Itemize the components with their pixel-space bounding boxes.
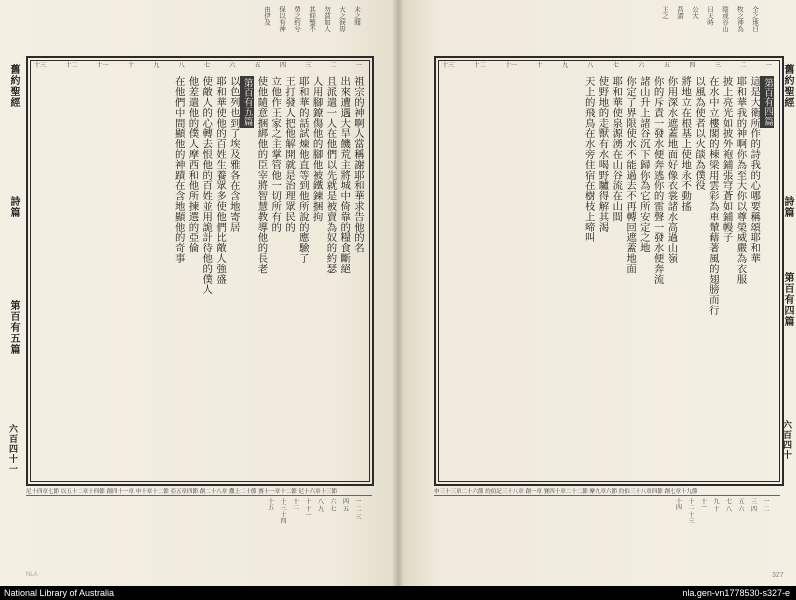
book-gutter bbox=[392, 0, 404, 586]
verse-number: 四 bbox=[689, 62, 696, 69]
ref-column: 八 九 bbox=[316, 498, 324, 512]
text-column: 披上亮光如披外袍鋪張穹蒼如鋪幔子 bbox=[720, 76, 733, 243]
verse-number: 九 bbox=[561, 62, 568, 69]
verse-number: 八 bbox=[178, 62, 185, 69]
cross-reference-line: 申三十三章二十六節 約伯記三十八章 創一章 賽四十章二十二節 摩九章六節 約伯三十八章四節 創七章十九節 bbox=[434, 487, 780, 496]
cross-references bbox=[448, 498, 768, 568]
verse-number: 七 bbox=[612, 62, 619, 69]
ref-column: 九 十 bbox=[712, 498, 719, 512]
text-column: 且派遣一人在他們以先就是被賣為奴的約瑟 bbox=[324, 76, 337, 274]
heading-slot bbox=[760, 76, 774, 474]
text-column: 使他隨意捆綁他的臣宰將智慧教導他的長老 bbox=[255, 76, 268, 274]
verse-number: 十 bbox=[127, 62, 134, 69]
item-identifier: nla.gen-vn1778530-s327-e bbox=[682, 588, 790, 598]
verse-number: 十二 bbox=[65, 62, 78, 69]
ref-column: 十 十一 bbox=[304, 498, 311, 518]
right-top-notes bbox=[458, 6, 758, 52]
text-column: 耶和華我的神啊你為至大你以尊榮威嚴為衣服 bbox=[734, 76, 747, 284]
text-column: 諸山升上諸谷沉下歸你為它所安定之地 bbox=[637, 76, 650, 253]
verse-number: 十二 bbox=[473, 62, 486, 69]
ref-column: 十二 bbox=[291, 498, 299, 510]
text-column: 出來遭遇大旱饑荒主將城中倚靠的糧食斷絕 bbox=[338, 76, 351, 274]
text-column: 你的斥責一發水便奔逃你的雷聲一發水便奔流 bbox=[651, 76, 664, 284]
running-head-chapter: 詩篇 bbox=[782, 196, 793, 218]
text-column: 使敵人的心轉去恨他的百姓並用詭計待他的僕人 bbox=[200, 76, 213, 295]
top-note: 日天時 bbox=[706, 6, 714, 26]
top-note: 陰或谷山 bbox=[721, 6, 729, 32]
verse-number: 五 bbox=[663, 62, 670, 69]
text-column: 使野地的走獸有水喝野驢得解其渴 bbox=[596, 76, 609, 232]
ref-column: 十一 bbox=[699, 498, 707, 510]
ref-column: 一 二 bbox=[762, 498, 769, 512]
text-column: 耶和華使泉源湧在山谷流在山間 bbox=[610, 76, 623, 222]
psalm-heading: 第百有四篇 bbox=[762, 78, 773, 126]
text-columns bbox=[32, 76, 364, 474]
text-column: 耶和華的話試煉他直等到他所說的應驗了 bbox=[296, 76, 309, 264]
text-column: 人用腳鐐傷他的腳他被鐵鍊捆拘 bbox=[310, 76, 323, 222]
library-stamp: NLA bbox=[26, 572, 38, 578]
top-note: 勞之約兮 bbox=[293, 6, 301, 32]
text-column: 在他們中間顯他的神蹟在含地顯他的奇事 bbox=[172, 76, 185, 264]
text-column: 耶和華使他的百姓生養眾多使他們比敵人強盛 bbox=[214, 76, 227, 284]
cross-references bbox=[40, 498, 360, 568]
top-note: 牧之神為 bbox=[736, 6, 744, 32]
verse-number: 七 bbox=[203, 62, 210, 69]
left-top-notes bbox=[60, 6, 360, 52]
text-column: 以風為使者以火燄為僕役 bbox=[693, 76, 706, 191]
cross-reference-line: 尼十四章七節 以五十二章十四節 創四十一章 申十章十二節 亞五章四節 創二十八章 撒上二十節 賽十一章十二節 尼十六章十三節 bbox=[26, 487, 372, 496]
text-column: 他差遣他的僕人摩西和他所揀選的亞倫 bbox=[186, 76, 199, 253]
verse-number: 十三 bbox=[442, 62, 455, 69]
running-head-chapter: 詩篇 bbox=[8, 196, 19, 218]
text-column: 立他作王家之主掌管他一切所有的 bbox=[269, 76, 282, 232]
text-column: 天上的飛鳥在水旁住宿在樹枝上啼叫 bbox=[582, 76, 595, 243]
ref-column: 十三 十四 bbox=[279, 498, 286, 524]
top-note: 吾謂 bbox=[676, 6, 684, 19]
top-note: 未之聞 bbox=[353, 6, 361, 26]
top-note: 勿貧如人 bbox=[323, 6, 331, 32]
ref-column: 三 四 bbox=[749, 498, 757, 512]
verse-number: 十 bbox=[536, 62, 543, 69]
ref-column: 四 五 bbox=[341, 498, 349, 512]
verse-number: 二 bbox=[740, 62, 747, 69]
verse-number: 三 bbox=[714, 62, 721, 69]
top-note: 保以有神 bbox=[278, 6, 286, 32]
text-columns bbox=[440, 76, 774, 474]
top-note: 公大 bbox=[691, 6, 699, 19]
verse-number: 九 bbox=[153, 62, 160, 69]
page-number: 六百四十 bbox=[781, 420, 791, 460]
verse-number: 一 bbox=[355, 62, 362, 69]
verse-number: 三 bbox=[305, 62, 312, 69]
library-credit: National Library of Australia bbox=[4, 588, 115, 598]
verse-number: 十三 bbox=[34, 62, 47, 69]
ref-column: 一 二 三 bbox=[354, 498, 361, 520]
verse-number: 十一 bbox=[504, 62, 517, 69]
ref-column: 十二 十三 bbox=[687, 498, 694, 524]
ref-column: 十四 bbox=[674, 498, 682, 510]
text-column: 王打發人把他解開就是治理眾民的 bbox=[283, 76, 296, 232]
ref-column: 六 七 bbox=[329, 498, 336, 512]
text-column: 將地立在根基上使地永不動搖 bbox=[679, 76, 692, 212]
psalm-heading: 第百有五篇 bbox=[241, 78, 253, 126]
ref-column: 五 六 bbox=[737, 498, 744, 512]
verse-number: 六 bbox=[638, 62, 645, 69]
verse-number: 四 bbox=[279, 62, 286, 69]
heading-slot bbox=[240, 76, 254, 474]
text-column: 你定了界限使水不能過去不再轉回遮蓋地面 bbox=[624, 76, 637, 274]
verse-number: 八 bbox=[587, 62, 594, 69]
verse-number: 六 bbox=[229, 62, 236, 69]
top-note: 全之地日 bbox=[751, 6, 759, 32]
verse-number: 五 bbox=[254, 62, 261, 69]
ref-column: 十五 bbox=[266, 498, 274, 510]
top-note: 其仰鑒不 bbox=[308, 6, 316, 32]
running-head-title: 舊約聖經 bbox=[782, 64, 793, 108]
text-column: 祖宗的神啊人當稱謝耶和華求告他的名 bbox=[352, 76, 364, 253]
left-page bbox=[0, 0, 398, 586]
right-page bbox=[398, 0, 796, 586]
top-note: 由伊及 bbox=[263, 6, 271, 26]
verse-number: 一 bbox=[765, 62, 772, 69]
verse-number-row bbox=[34, 60, 362, 72]
text-column: 這是大衛所作的詩我的心哪要稱頌耶和華 bbox=[748, 76, 761, 264]
page-number: 六百四十一 bbox=[7, 424, 17, 474]
viewer-footer bbox=[0, 586, 796, 600]
verse-number-row bbox=[442, 60, 772, 72]
text-column: 在水中立樓閣的棟梁用雲彩為車輦藉著風的翅膀而行 bbox=[706, 76, 719, 316]
ref-column: 七 八 bbox=[724, 498, 732, 512]
running-head-psalm: 第百有四篇 bbox=[782, 272, 793, 327]
verse-number: 十一 bbox=[96, 62, 109, 69]
verse-number: 二 bbox=[330, 62, 337, 69]
running-head-psalm: 第百有五篇 bbox=[8, 300, 19, 355]
running-head-title: 舊約聖經 bbox=[8, 64, 19, 108]
text-column: 以色列也到了埃及雅各在含地寄居 bbox=[227, 76, 240, 232]
text-column: 你用深水遮蓋地面好像衣裳諸水高過山嶺 bbox=[665, 76, 678, 264]
top-note: 主之 bbox=[661, 6, 669, 19]
scan-page-mark: 327 bbox=[772, 572, 784, 579]
top-note: 大之淚毋 bbox=[338, 6, 346, 32]
